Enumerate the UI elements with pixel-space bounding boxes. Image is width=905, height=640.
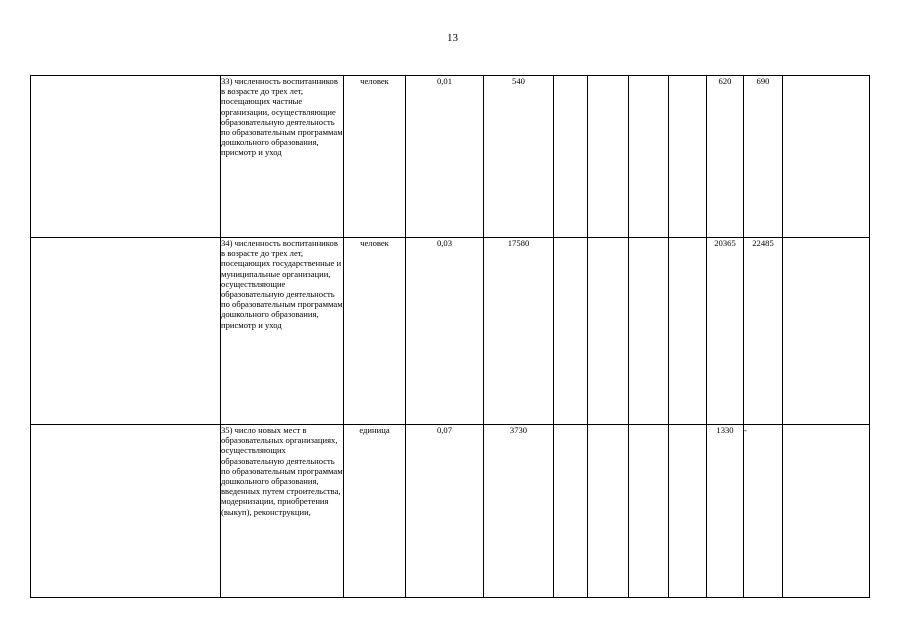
value-cell [629,238,669,425]
value-cell [588,425,629,598]
note-cell [783,238,870,425]
value-cell [588,238,629,425]
weight-cell: 0,01 [406,76,484,238]
indicator-cell: 35) число новых мест в образовательных организациях, осуществляющих образовательную деятельность по образовательным программам дошкольного образования, введенных путем строительства, модернизации, приобретения (выкуп), реконструкции, [221,425,344,598]
year2-value-cell: 22485 [744,238,783,425]
table-row [31,425,870,598]
empty-cell [31,425,221,598]
table-row [31,76,870,238]
unit-cell: единица [344,425,406,598]
value-cell [554,76,588,238]
value-cell [588,76,629,238]
indicators-table [30,75,870,598]
year1-value-cell: 620 [707,76,744,238]
year1-value-cell: 1330 [707,425,744,598]
unit-cell: человек [344,238,406,425]
table-row [31,238,870,425]
note-cell [783,76,870,238]
year2-value-cell: - [744,425,783,598]
value-cell [554,425,588,598]
note-cell [783,425,870,598]
base-value-cell: 3730 [484,425,554,598]
value-cell [629,76,669,238]
value-cell [554,238,588,425]
weight-cell: 0,03 [406,238,484,425]
year2-value-cell: 690 [744,76,783,238]
weight-cell: 0,07 [406,425,484,598]
page-number: 13 [447,32,458,44]
base-value-cell: 540 [484,76,554,238]
empty-cell [31,238,221,425]
value-cell [629,425,669,598]
unit-cell: человек [344,76,406,238]
base-value-cell: 17580 [484,238,554,425]
year1-value-cell: 20365 [707,238,744,425]
indicator-cell: 34) численность воспитанников в возрасте до трех лет, посещающих государственные и муниципальные организации, осуществляющие образовательную деятельность по образовательным программам дошкольного образования, присмотр и уход [221,238,344,425]
empty-cell [31,76,221,238]
value-cell [669,76,707,238]
value-cell [669,425,707,598]
indicator-cell: 33) численность воспитанников в возрасте до трех лет, посещающих частные организации, осуществляющие образовательную деятельность по образовательным программам дошкольного образования, присмотр и уход [221,76,344,238]
value-cell [669,238,707,425]
